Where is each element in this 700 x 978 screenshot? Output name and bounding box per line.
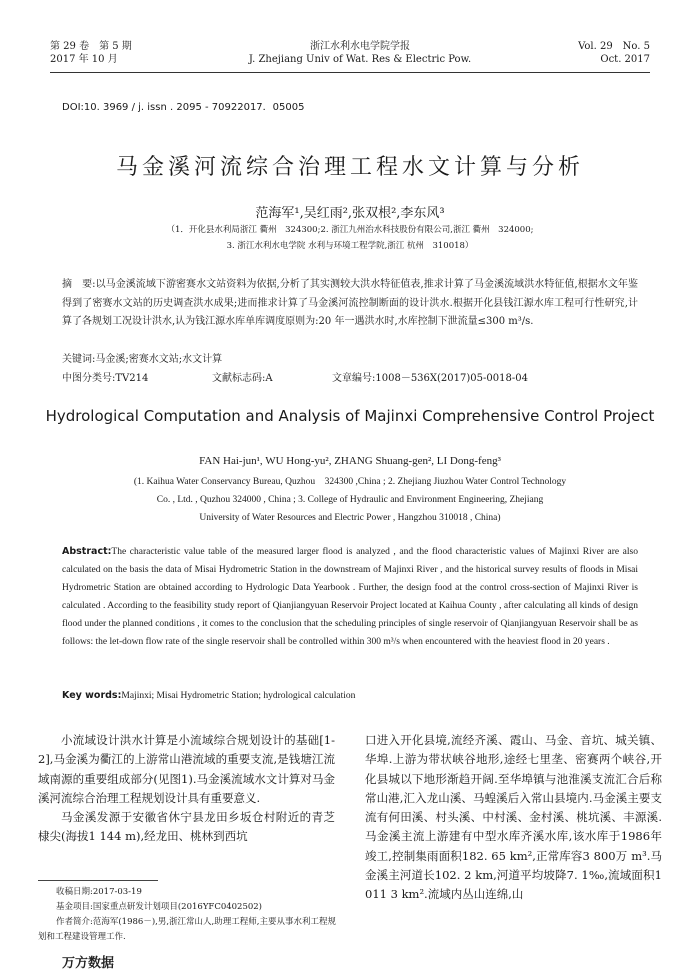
abstract-cn-text: 以马金溪流域下游密赛水文站资料为依据,分析了其实测较大洪水特征值表,推求计算了马金溪流域洪水特征值,根据水文年鉴得到了密赛水文站的历史调查洪水成果;进而推求计算了马金溪河流控制断面的设计洪水.根据开化县钱江源水库工程可行性研究,计算了各规划工况设计洪水,认为钱江源水库单库调度原则为:20 年一遇洪水时,水库控制下泄流量≤300 m³/s. bbox=[62, 279, 638, 327]
affiliation-en-line: University of Water Resources and Electric Power , Hangzhou 310018 , China) bbox=[199, 513, 501, 523]
affiliations-en bbox=[100, 473, 600, 527]
body-column-left bbox=[38, 731, 335, 847]
footnote-author: 作者简介:范海军(1986－),男,浙江常山人,助理工程师,主要从事水利工程规划和工程建设管理工作. bbox=[38, 917, 336, 942]
body-column-right bbox=[365, 731, 662, 905]
abstract-cn bbox=[62, 276, 638, 332]
footnote-received: 收稿日期:2017-03-19 bbox=[56, 887, 142, 897]
affiliations-cn bbox=[90, 222, 610, 254]
affiliation-cn-line: 3. 浙江水利水电学院 水利与环境工程学院,浙江 杭州 310018） bbox=[226, 241, 474, 251]
header-volume-issue-cn: 第 29 卷 第 5 期 bbox=[50, 41, 132, 52]
header-center bbox=[210, 40, 510, 66]
paper-title-en: Hydrological Computation and Analysis of Majinxi Comprehensive Control Project bbox=[45, 407, 655, 425]
header-date-cn: 2017 年 10 月 bbox=[50, 54, 118, 65]
classification-row bbox=[62, 369, 638, 384]
footnotes bbox=[38, 885, 338, 945]
keywords-en-text: Majinxi; Misai Hydrometric Station; hydrological calculation bbox=[121, 691, 356, 701]
body-paragraph: 马金溪发源于安徽省休宁县龙田乡坂仓村附近的青芝棣尖(海拔1 144 m),经龙田、桃林到西坑 bbox=[38, 810, 335, 844]
abstract-cn-label: 摘 要: bbox=[62, 279, 96, 290]
clc-number: 中图分类号:TV214 bbox=[62, 373, 149, 384]
footnote-rule bbox=[38, 880, 158, 881]
body-paragraph: 口进入开化县境,流经齐溪、霞山、马金、音坑、城关镇、华埠.上游为带状峡谷地形,途经七里垄、密赛两个峡谷,开化县城以下地形渐趋开阔.至华埠镇与池淮溪支流汇合后称常山港,汇入龙山溪、马蝗溪后入常山县境内.马金溪主要支流有何田溪、村头溪、中村溪、金村溪、桃坑溪、丰源溪.马金溪主流上游建有中型水库齐溪水库,该水库于1986年竣工,控制集雨面积182. 65 km²,正常库容3 800万 m³.马金溪主河道长102. 2 km,河道平均坡降7. 1‰,流域面积1 011 3 km².流域内丛山连绵,山 bbox=[365, 733, 662, 902]
article-number: 文章编号:1008－536X(2017)05-0018-04 bbox=[332, 373, 528, 384]
header-right bbox=[530, 40, 650, 66]
abstract-en-text: The characteristic value table of the measured larger flood is analyzed , and the flood characteristic values of Majinxi River are also calculated on the basis the data of Misai Hydrometric Station in the downstream of Majinxi River , and the historical survey results of floods in Misai Hydrometric Station are obtained according to Hydrologic Data Yearbook . Further, the design food at the control cross-section of Majinxi River is calculated . According to the feasibility study report of Qianjiangyuan Reservoir Project located at Kaihua County , after calculating all kinds of design flood under the planned conditions , it comes to the conclusion that the scheduling principles of single reservoir of Qianjiangyuan Reservoir shall be as follows: the let-down flow rate of the single reservoir shall be controlled within 300 m³/s when encountered with the heaviest flood in 20 years . bbox=[62, 547, 638, 647]
paper-title-cn: 马金溪河流综合治理工程水文计算与分析 bbox=[115, 155, 584, 180]
authors-en: FAN Hai-jun¹, WU Hong-yu², ZHANG Shuang-gen², LI Dong-feng³ bbox=[199, 455, 501, 467]
affiliation-en-line: Co. , Ltd. , Quzhou 324000 , China ; 3. College of Hydraulic and Environment Engineering, Zhejiang bbox=[156, 495, 544, 505]
footnote-fund: 基金项目:国家重点研发计划项目(2016YFC0402502) bbox=[56, 902, 262, 912]
header-rule bbox=[50, 72, 650, 73]
doi: DOI:10. 3969 / j. issn . 2095 - 70922017．05005 bbox=[62, 102, 305, 113]
affiliation-cn-line: （1．开化县水利局浙江 衢州 324300;2. 浙江九州治水科技股份有限公司,浙江 衢州 324000; bbox=[166, 225, 534, 235]
keywords-en bbox=[62, 690, 355, 701]
keywords-cn: 关键词:马金溪;密赛水文站;水文计算 bbox=[62, 354, 223, 365]
abstract-en-label: Abstract: bbox=[62, 546, 112, 557]
header-date-en: Oct. 2017 bbox=[600, 54, 650, 65]
header-volume-issue-en: Vol. 29 No. 5 bbox=[578, 41, 650, 52]
authors-cn: 范海军¹,吴红雨²,张双根²,李东风³ bbox=[255, 206, 445, 221]
abstract-en bbox=[62, 543, 638, 651]
watermark: 万方数据 bbox=[62, 956, 115, 971]
header-left bbox=[50, 40, 170, 66]
header-journal-en: J. Zhejiang Univ of Wat. Res & Electric Pow. bbox=[248, 54, 472, 65]
document-code: 文献标志码:A bbox=[212, 373, 273, 384]
header-journal-cn: 浙江水利水电学院学报 bbox=[310, 41, 410, 52]
affiliation-en-line: (1. Kaihua Water Conservancy Bureau, Quzhou 324300 ,China ; 2. Zhejiang Jiuzhou Water Control Technology bbox=[133, 477, 567, 487]
body-paragraph: 小流域设计洪水计算是小流域综合规划设计的基础[1-2],马金溪为衢江的上游常山港流域的重要支流,是钱塘江流域南源的重要组成部分(见图1).马金溪流域水文计算对马金溪河流综合治理工程规划设计具有重要意义. bbox=[38, 733, 335, 805]
keywords-en-label: Key words: bbox=[62, 690, 122, 701]
